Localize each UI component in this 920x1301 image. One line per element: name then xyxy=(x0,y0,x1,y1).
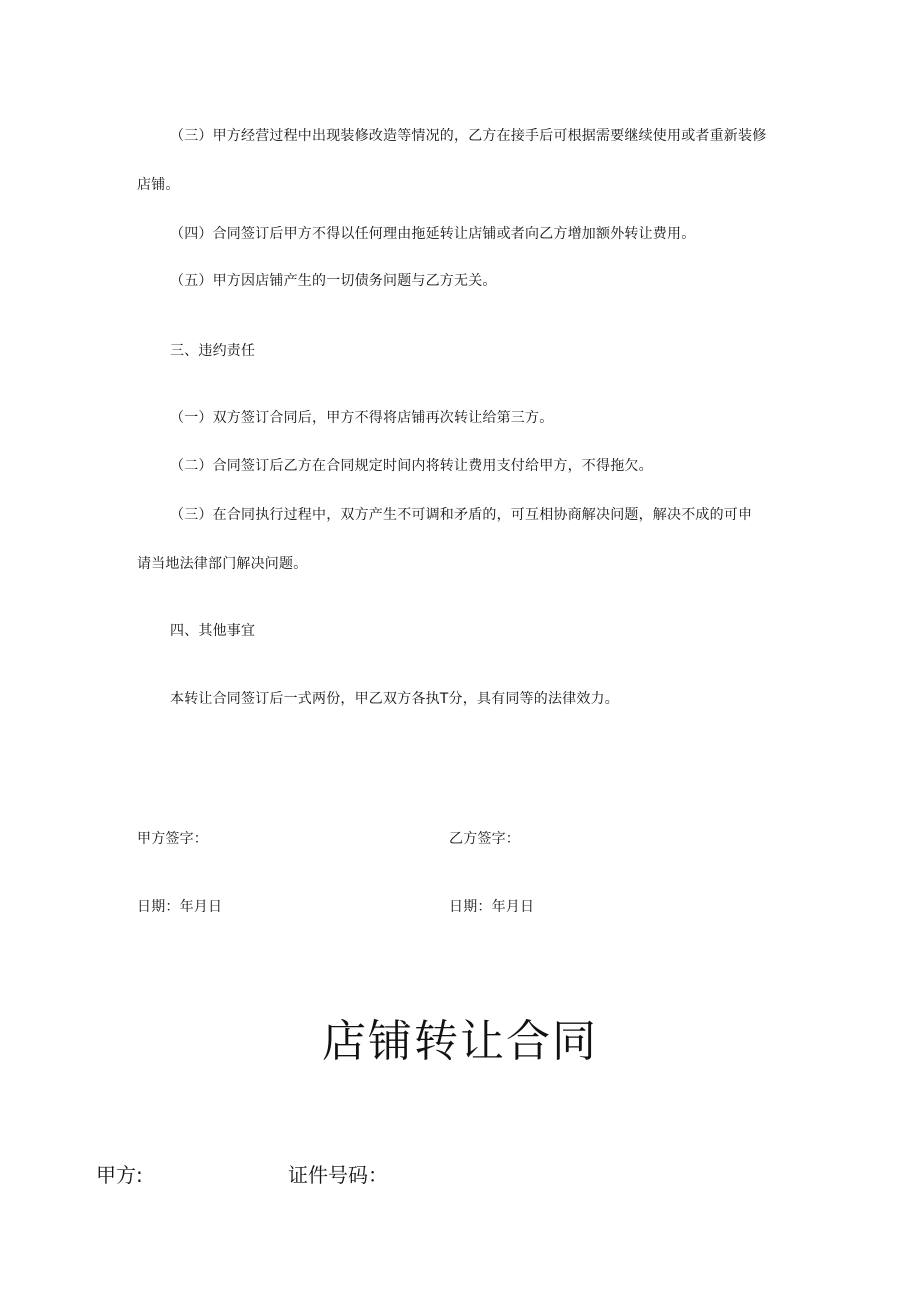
party-b-date-label: 日期：年月日 xyxy=(449,899,535,915)
party-a-label: 甲方: xyxy=(96,1163,143,1187)
breach-item-3-continued: 请当地法律部门解决问题。 xyxy=(137,556,308,572)
clause-item-4: （四）合同签订后甲方不得以任何理由拖延转让店铺或者向乙方增加额外转让费用。 xyxy=(170,226,696,242)
section-heading-other-matters: 四、其他事宜 xyxy=(170,623,256,639)
clause-item-3: （三）甲方经营过程中出现装修改造等情况的，乙方在接手后可根据需要继续使用或者重新装修 xyxy=(170,128,767,144)
contract-title: 店铺转让合同 xyxy=(322,1016,598,1067)
clause-item-3-continued: 店铺。 xyxy=(137,177,180,193)
id-number-label: 证件号码： xyxy=(288,1163,388,1187)
party-b-signature-label: 乙方签字： xyxy=(449,831,520,847)
breach-item-3: （三）在合同执行过程中，双方产生不可调和矛盾的，可互相协商解决问题，解决不成的可申 xyxy=(170,507,753,523)
other-matters-text: 本转让合同签订后一式两份，甲乙双方各执T分，具有同等的法律效力。 xyxy=(170,691,619,707)
clause-item-5: （五）甲方因店铺产生的一切债务问题与乙方无关。 xyxy=(170,273,497,289)
breach-item-1: （一）双方签订合同后，甲方不得将店铺再次转让给第三方。 xyxy=(170,410,554,426)
party-a-signature-label: 甲方签字： xyxy=(137,831,208,847)
section-heading-breach-liability: 三、违约责任 xyxy=(170,343,256,359)
breach-item-2: （二）合同签订后乙方在合同规定时间内将转让费用支付给甲方，不得拖欠。 xyxy=(170,458,653,474)
party-a-date-label: 日期：年月日 xyxy=(137,899,223,915)
